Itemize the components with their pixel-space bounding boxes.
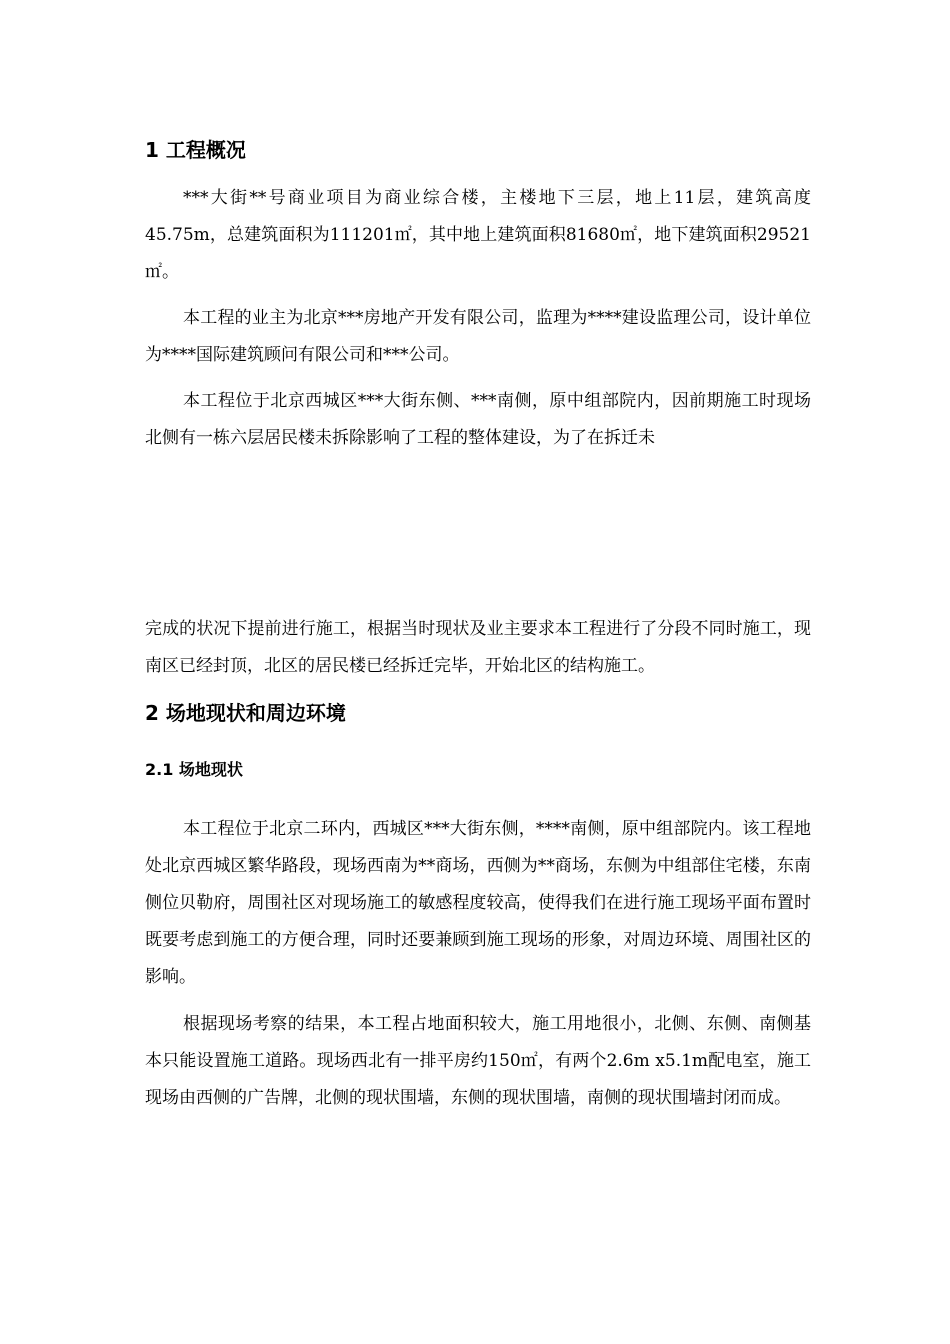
- subsection-2-1-paragraph-2: 根据现场考察的结果，本工程占地面积较大，施工用地很小，北侧、东侧、南侧基本只能设置施工道路。现场西北有一排平房约150㎡，有两个2.6m x5.1m配电室，施工现场由西侧的广告牌，北侧的现状围墙，东侧的现状围墙，南侧的现状围墙封闭而成。: [145, 1014, 811, 1108]
- section-1-paragraph-3-continued: 完成的状况下提前进行施工，根据当时现状及业主要求本工程进行了分段不同时施工，现南区已经封顶，北区的居民楼已经拆迁完毕，开始北区的结构施工。: [145, 619, 811, 676]
- section-1-paragraph-3: 本工程位于北京西城区***大街东侧、***南侧，原中组部院内，因前期施工时现场北侧有一栋六层居民楼未拆除影响了工程的整体建设，为了在拆迁未: [145, 391, 811, 448]
- section-1-heading: 1 工程概况: [145, 138, 246, 162]
- subsection-2-1-heading: 2.1 场地现状: [145, 760, 243, 779]
- section-1-paragraph-2: 本工程的业主为北京***房地产开发有限公司，监理为****建设监理公司，设计单位为****国际建筑顾问有限公司和***公司。: [145, 308, 811, 365]
- section-2-heading: 2 场地现状和周边环境: [145, 701, 346, 725]
- subsection-2-1-paragraph-1: 本工程位于北京二环内，西城区***大街东侧，****南侧，原中组部院内。该工程地处北京西城区繁华路段，现场西南为**商场，西侧为**商场，东侧为中组部住宅楼，东南侧位贝勒府，周围社区对现场施工的敏感程度较高，使得我们在进行施工现场平面布置时既要考虑到施工的方便合理，同时还要兼顾到施工现场的形象，对周边环境、周围社区的影响。: [145, 819, 811, 987]
- section-1-paragraph-1: ***大街**号商业项目为商业综合楼，主楼地下三层，地上11层，建筑高度45.75m，总建筑面积为111201㎡，其中地上建筑面积81680㎡，地下建筑面积29521㎡。: [145, 188, 811, 282]
